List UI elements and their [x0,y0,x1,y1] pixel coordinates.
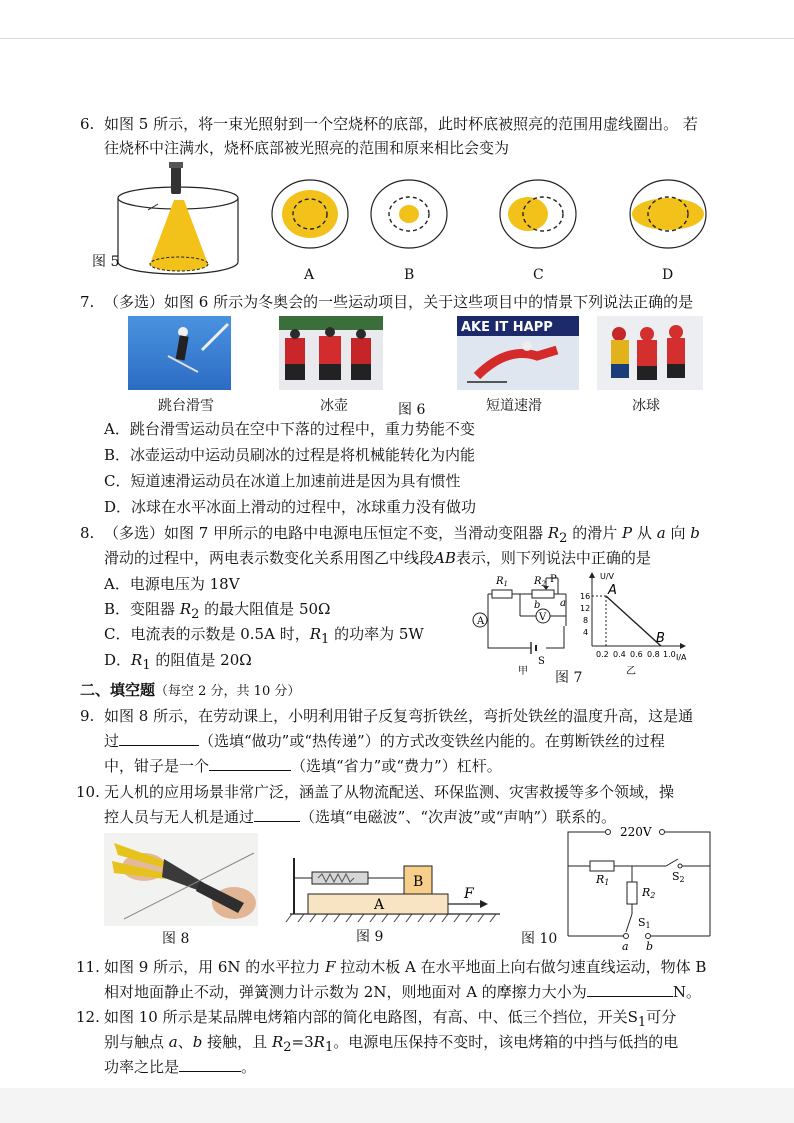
switch-s-label: S [538,656,545,667]
resistor-r2 [532,590,554,598]
q8-choice-c: C．电流表的示数是 0.5A 时，$R_1$ 的功率为 5W [104,625,424,647]
force-label: F [464,886,474,902]
q10-blank[interactable] [254,807,300,822]
q12-number: 12. [76,1008,100,1026]
option-b-figure [371,180,447,248]
q7-choice-d: D．冰球在水平冰面上滑动的过程中，冰球重力没有做功 [104,498,477,516]
q8-line2: 滑动的过程中，两电表示数变化关系用图乙中线段AB表示，则下列说法中正确的是 [104,549,651,567]
q9-blank1[interactable] [119,731,199,746]
q6-number: 6. [80,115,95,133]
q7-choice-c: C．短道速滑运动员在冰道上加速前进是因为具有惯性 [104,472,461,490]
q7-choice-a: A．跳台滑雪运动员在空中下落的过程中，重力势能不变 [104,420,475,438]
ytick-8: 8 [583,616,589,625]
ytick-4: 4 [583,628,589,637]
point-a-label: A [608,583,617,598]
option-c-label: C [533,267,544,283]
ytick-12: 12 [580,604,591,613]
pliers-photo [104,833,258,926]
r2-label-fig10: R2 [642,886,656,900]
voltage-label: 220V [620,826,652,839]
graph-yi [580,572,687,677]
q10-number: 10. [76,783,100,801]
voltmeter-label: V [539,612,547,623]
jia-label: 甲 [518,666,528,677]
xtick-1.0: 1.0 [663,650,676,659]
ski-jumping-photo [128,316,231,390]
q8-choice-b: B．变阻器 $R_2$ 的最大阻值是 50Ω [104,600,331,622]
slider-p-label: P [550,574,557,585]
ice-hockey-photo [597,316,703,390]
r1-label-fig10: R1 [596,873,610,887]
q9-line3: 中，钳子是一个 （选填“省力”或“费力”）杠杆。 [104,757,502,775]
option-d-figure [630,180,706,248]
caption-speed-skating: 短道速滑 [486,398,542,414]
r2-label: $R_2$ [534,576,546,588]
beaker-figure [118,162,238,274]
xtick-0.4: 0.4 [613,650,626,659]
xtick-0.2: 0.2 [596,650,609,659]
q8-line1: （多选）如图 7 甲所示的电路中电源电压恒定不变，当滑动变阻器 $R_2$ 的滑片 P 从 a 向 b [104,524,700,546]
q9-line2: 过 （选填“做功”或“热传递”）的方式改变铁丝内能的。在剪断铁丝的过程 [104,732,665,750]
s2-label: S2 [672,870,685,884]
ammeter-label: A [477,616,485,627]
q7-choice-b: B．冰壶运动中运动员刷冰的过程是将机械能转化为内能 [104,446,476,464]
option-a-label: A [304,267,315,283]
q11-line1: 如图 9 所示，用 6N 的水平拉力 F 拉动木板 A 在水平地面上向右做匀速直线运动，物体 B [104,958,707,976]
option-a-figure [272,180,348,248]
q12-line1: 如图 10 所示是某品牌电烤箱内部的简化电路图，有高、中、低三个挡位，开关$S_1$可分 [104,1008,677,1030]
q12-line3: 功率之比是 。 [104,1058,257,1076]
caption-ice-hockey: 冰球 [632,398,660,414]
contact-b-label: b [534,600,541,611]
resistor-r1-fig10 [590,861,614,871]
fig9-label: 图 9 [356,929,384,945]
q12-blank[interactable] [179,1057,241,1072]
graph-ylabel: U/V [600,572,615,581]
option-c-figure [500,180,576,248]
photo-banner-text: AKE IT HAPP [461,320,553,335]
fig8-label: 图 8 [162,931,190,947]
q7-stem: （多选）如图 6 所示为冬奥会的一些运动项目，关于这些项目中的情景下列说法正确的是 [104,293,694,311]
circuit-jia [473,574,566,677]
caption-ski-jumping: 跳台滑雪 [158,398,214,414]
point-b-label: B [656,631,665,646]
r1-label: $R_1$ [496,576,508,588]
q10-line1: 无人机的应用场景非常广泛，涵盖了从物流配送、环保监测、灾害救援等多个领域，操 [104,783,675,801]
xtick-0.8: 0.8 [647,650,660,659]
yi-label: 乙 [626,666,636,677]
q8-choice-d: D．$R_1$ 的阻值是 20Ω [104,651,252,673]
curling-photo [279,316,383,390]
fig7-figures [466,570,716,680]
q9-blank2[interactable] [209,756,291,771]
q10-line2: 控人员与无人机是通过 （选填“电磁波”、“次声波”或“声呐”）联系的。 [104,808,617,826]
resistor-r2-fig10 [627,882,637,904]
speed-skating-photo [457,316,579,390]
q9-number: 9. [80,707,95,725]
q11-number: 11. [76,958,100,976]
fig7-label: 图 7 [555,670,583,686]
contact-b-fig10: b [646,940,654,952]
ytick-16: 16 [580,592,591,601]
q12-line2: 别与触点 a、b 接触，且 $R_2=3R_1$。电源电压保持不变时，该电烤箱的中挡与低挡的电 [104,1033,679,1055]
q11-blank[interactable] [587,982,673,997]
contact-a-fig10: a [622,940,629,952]
block-b-label: B [413,874,424,890]
fig5-label: 图 5 [92,254,120,270]
section2-heading: 二、填空题（每空 2 分，共 10 分） [80,681,301,699]
option-b-label: B [404,267,415,283]
fig6-label: 图 6 [398,402,426,418]
option-d-label: D [662,267,674,283]
contact-a-label: a [560,598,566,609]
top-divider [0,38,794,39]
graph-xlabel: I/A [676,653,687,662]
q6-line2: 往烧杯中注满水，烧杯底部被光照亮的范围和原来相比会变为 [104,139,510,157]
fig10-label: 图 10 [521,931,558,947]
q8-number: 8. [80,524,95,542]
q7-number: 7. [80,293,95,311]
board-a-label: A [374,897,385,913]
fig10-figure [560,826,720,952]
q9-line1: 如图 8 所示，在劳动课上，小明利用钳子反复弯折铁丝，弯折处铁丝的温度升高，这是通 [104,707,694,725]
resistor-r1 [492,590,512,598]
q6-line1: 如图 5 所示，将一束光照射到一个空烧杯的底部，此时杯底被照亮的范围用虚线圈出。 若 [104,115,698,133]
xtick-0.6: 0.6 [630,650,643,659]
q11-line2: 相对地面静止不动，弹簧测力计示数为 2N，则地面对 A 的摩擦力大小为 N。 [104,983,701,1001]
q8-choice-a: A．电源电压为 18V [104,575,240,593]
s1-label: S1 [638,916,651,930]
caption-curling: 冰壶 [320,398,348,414]
bottom-band [0,1088,794,1123]
fig9-figure [282,838,512,926]
